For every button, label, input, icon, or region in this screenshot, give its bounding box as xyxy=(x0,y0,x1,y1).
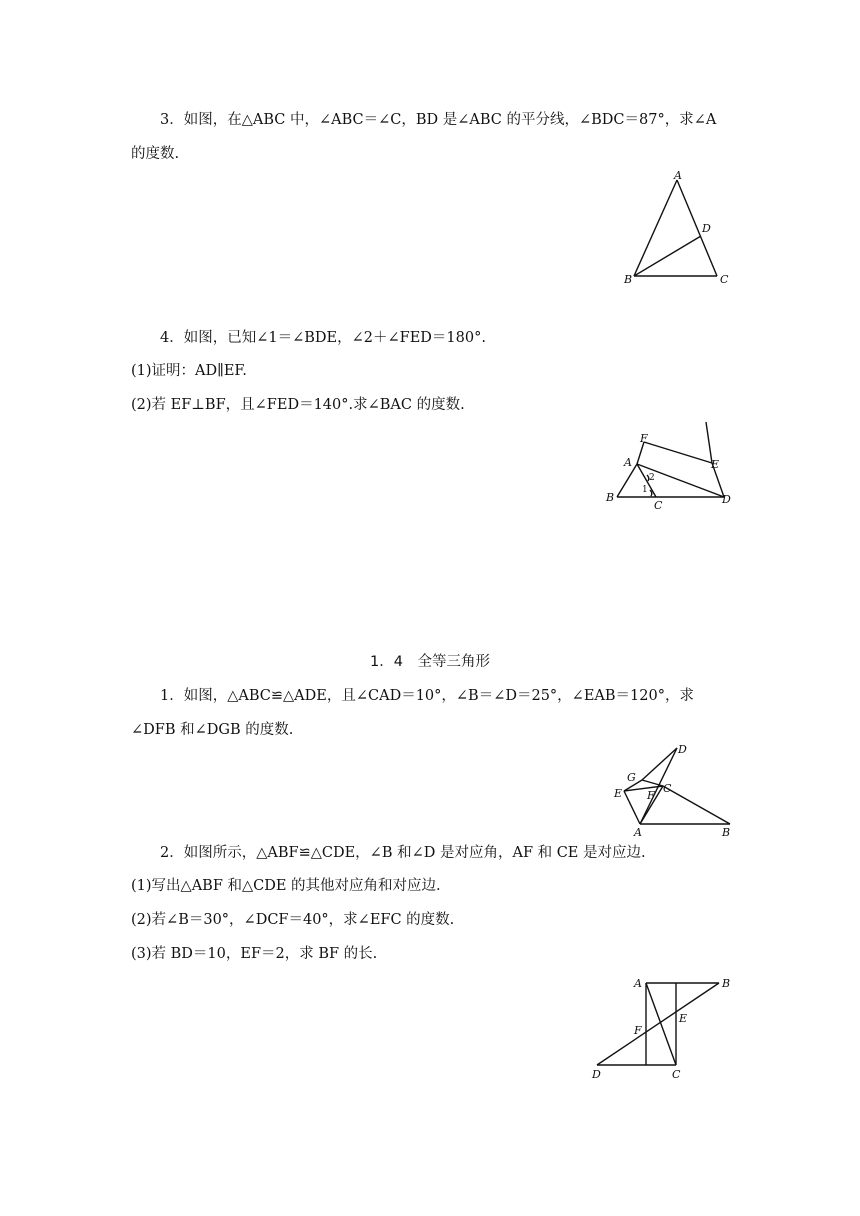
label-c: C xyxy=(672,1068,681,1081)
segment-cb xyxy=(663,786,730,824)
label-d: D xyxy=(722,493,731,506)
label-e: E xyxy=(614,787,623,800)
ray-from-e xyxy=(706,422,712,463)
label-b: B xyxy=(606,491,615,504)
label-b: B xyxy=(722,826,731,839)
section-problem-2-sub-3: (3)若 BD＝10，EF＝2，求 BF 的长. xyxy=(131,946,378,962)
label-d: D xyxy=(678,743,687,756)
segment-fa xyxy=(637,442,644,464)
label-a: A xyxy=(634,977,642,990)
label-c: C xyxy=(663,782,672,795)
section-problem-2-sub-1: (1)写出△ABF 和△CDE 的其他对应角和对应边. xyxy=(131,878,441,894)
label-f: F xyxy=(647,789,655,802)
segment-gd xyxy=(642,748,677,780)
figure-triangle-abc-bisector xyxy=(620,170,740,290)
problem-4-sub-2: (2)若 EF⊥BF，且∠FED＝140°.求∠BAC 的度数. xyxy=(131,397,465,413)
segment-bd xyxy=(634,236,701,276)
label-angle-1: 1 xyxy=(642,485,648,495)
segment-ac xyxy=(646,983,676,1065)
section-problem-2-sub-2: (2)若∠B＝30°，∠DCF＝40°，求∠EFC 的度数. xyxy=(131,912,455,928)
segment-db xyxy=(597,983,719,1065)
figure-parallel-lines xyxy=(600,420,740,512)
label-g: G xyxy=(627,771,636,784)
label-a: A xyxy=(674,169,682,182)
figure-congruent-triangles-abc-ade xyxy=(610,742,740,842)
label-f: F xyxy=(634,1024,642,1037)
label-a: A xyxy=(624,456,632,469)
problem-4-line-1: 4．如图，已知∠1＝∠BDE，∠2＋∠FED＝180°. xyxy=(160,330,486,346)
label-d: D xyxy=(592,1068,601,1081)
problem-3-line-2: 的度数. xyxy=(131,146,180,162)
label-b: B xyxy=(722,977,731,990)
problem-4-sub-1: (1)证明：AD∥EF. xyxy=(131,363,247,379)
label-b: B xyxy=(624,273,633,286)
label-angle-2: 2 xyxy=(649,473,655,483)
section-title: 1．4 全等三角形 xyxy=(370,654,490,670)
label-f: F xyxy=(640,432,648,445)
label-a: A xyxy=(634,826,642,839)
segment-ab xyxy=(634,180,677,276)
section-problem-1-line-2: ∠DFB 和∠DGB 的度数. xyxy=(131,722,294,738)
section-problem-2-line-1: 2．如图所示，△ABF≌△CDE，∠B 和∠D 是对应角，AF 和 CE 是对应边. xyxy=(160,845,646,861)
angle-arc-1 xyxy=(650,490,652,496)
label-d: D xyxy=(702,222,711,235)
label-e: E xyxy=(711,458,720,471)
segment-fe xyxy=(644,442,712,463)
label-c: C xyxy=(654,499,663,512)
segment-ae xyxy=(624,791,640,824)
section-problem-1-line-1: 1．如图，△ABC≌△ADE，且∠CAD＝10°，∠B＝∠D＝25°，∠EAB＝120°，求 xyxy=(160,688,694,704)
problem-3-line-1: 3．如图，在△ABC 中，∠ABC＝∠C，BD 是∠ABC 的平分线，∠BDC＝87°，求∠A xyxy=(160,112,717,128)
label-c: C xyxy=(720,273,729,286)
label-e: E xyxy=(679,1012,688,1025)
segment-ac xyxy=(677,180,717,276)
figure-congruent-triangles-abf-cde xyxy=(585,972,745,1084)
